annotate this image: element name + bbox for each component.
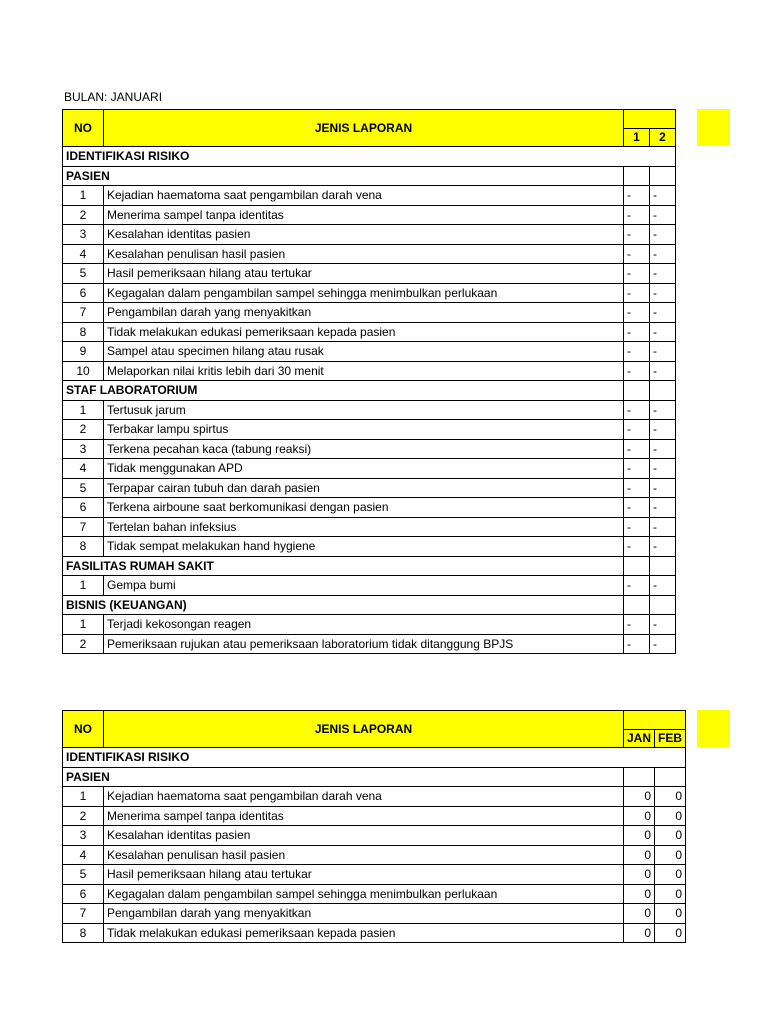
row-month-1-value: - [624, 342, 650, 362]
row-description: Kesalahan penulisan hasil pasien [104, 244, 624, 264]
header-row [63, 711, 686, 730]
month-header: JAN [624, 729, 655, 748]
table-row [63, 865, 686, 885]
row-month-1-value: - [624, 439, 650, 459]
row-month-2-value: - [650, 634, 676, 654]
row-month-1-value: - [624, 264, 650, 284]
row-month-2-value: - [650, 225, 676, 245]
row-number: 2 [63, 205, 104, 225]
row-description: Tidak melakukan edukasi pemeriksaan kepada pasien [104, 322, 624, 342]
group-empty-cell [650, 166, 676, 186]
group-title: FASILITAS RUMAH SAKIT [63, 556, 624, 576]
row-number: 1 [63, 576, 104, 596]
group-title: PASIEN [63, 767, 624, 787]
table-row [63, 244, 676, 264]
row-month-2-value: - [650, 361, 676, 381]
row-number: 2 [63, 420, 104, 440]
row-description: Terjadi kekosongan reagen [104, 615, 624, 635]
row-month-1-value: - [624, 478, 650, 498]
group-row [63, 595, 676, 615]
row-month-1-value: - [624, 576, 650, 596]
row-description: Hasil pemeriksaan hilang atau tertukar [104, 865, 624, 885]
row-month-2-value: 0 [655, 865, 686, 885]
header-month-group [624, 711, 686, 730]
row-number: 7 [63, 517, 104, 537]
group-empty-cell [650, 595, 676, 615]
row-description: Kejadian haematoma saat pengambilan darah vena [104, 787, 624, 807]
row-description: Menerima sampel tanpa identitas [104, 806, 624, 826]
row-number: 3 [63, 439, 104, 459]
group-row [63, 556, 676, 576]
row-month-1-value: - [624, 498, 650, 518]
row-number: 5 [63, 865, 104, 885]
section-title: IDENTIFIKASI RISIKO [63, 748, 686, 768]
table-row [63, 615, 676, 635]
row-month-2-value: 0 [655, 845, 686, 865]
group-title: BISNIS (KEUANGAN) [63, 595, 624, 615]
row-month-2-value: - [650, 322, 676, 342]
row-description: Kesalahan identitas pasien [104, 826, 624, 846]
row-month-2-value: - [650, 186, 676, 206]
row-description: Tertusuk jarum [104, 400, 624, 420]
row-description: Tidak sempat melakukan hand hygiene [104, 537, 624, 557]
row-month-1-value: - [624, 361, 650, 381]
table-row [63, 787, 686, 807]
row-month-2-value: 0 [655, 826, 686, 846]
row-description: Kegagalan dalam pengambilan sampel sehingga menimbulkan perlukaan [104, 884, 624, 904]
row-number: 8 [63, 923, 104, 943]
row-month-1-value: - [624, 420, 650, 440]
row-month-2-value: - [650, 205, 676, 225]
row-month-1-value: 0 [624, 806, 655, 826]
group-row [63, 767, 686, 787]
table-row [63, 904, 686, 924]
table-row [63, 923, 686, 943]
header-no: NO [63, 711, 104, 748]
row-month-2-value: 0 [655, 806, 686, 826]
table-row [63, 439, 676, 459]
table-row [63, 303, 676, 323]
table-row [63, 186, 676, 206]
row-month-2-value: - [650, 244, 676, 264]
row-month-1-value: 0 [624, 845, 655, 865]
row-number: 4 [63, 845, 104, 865]
table-row [63, 517, 676, 537]
group-title: STAF LABORATORIUM [63, 381, 624, 401]
row-month-1-value: - [624, 459, 650, 479]
row-number: 5 [63, 264, 104, 284]
row-month-2-value: 0 [655, 787, 686, 807]
group-empty-cell [624, 166, 650, 186]
table-row [63, 537, 676, 557]
row-month-1-value: - [624, 186, 650, 206]
row-month-2-value: - [650, 439, 676, 459]
row-description: Kegagalan dalam pengambilan sampel sehingga menimbulkan perlukaan [104, 283, 624, 303]
table-row [63, 826, 686, 846]
table-row [63, 283, 676, 303]
row-description: Pengambilan darah yang menyakitkan [104, 303, 624, 323]
header-yellow-extension-1 [697, 109, 730, 146]
row-number: 7 [63, 904, 104, 924]
row-month-2-value: - [650, 517, 676, 537]
row-month-2-value: - [650, 615, 676, 635]
row-number: 2 [63, 634, 104, 654]
table-row [63, 634, 676, 654]
table-row [63, 845, 686, 865]
row-month-1-value: - [624, 303, 650, 323]
row-description: Kejadian haematoma saat pengambilan darah vena [104, 186, 624, 206]
row-month-2-value: - [650, 342, 676, 362]
row-description: Tertelan bahan infeksius [104, 517, 624, 537]
row-number: 6 [63, 498, 104, 518]
header-no: NO [63, 110, 104, 147]
section-row [63, 748, 686, 768]
header-row [63, 110, 676, 129]
row-month-1-value: 0 [624, 923, 655, 943]
row-number: 6 [63, 283, 104, 303]
row-month-2-value: - [650, 478, 676, 498]
row-description: Kesalahan identitas pasien [104, 225, 624, 245]
section-title: IDENTIFIKASI RISIKO [63, 147, 676, 167]
table-row [63, 225, 676, 245]
row-number: 1 [63, 787, 104, 807]
row-month-2-value: - [650, 303, 676, 323]
row-month-2-value: - [650, 459, 676, 479]
row-month-1-value: - [624, 615, 650, 635]
row-number: 6 [63, 884, 104, 904]
row-description: Tidak menggunakan APD [104, 459, 624, 479]
group-empty-cell [650, 381, 676, 401]
row-month-1-value: 0 [624, 865, 655, 885]
group-empty-cell [655, 767, 686, 787]
row-description: Terpapar cairan tubuh dan darah pasien [104, 478, 624, 498]
table-row [63, 400, 676, 420]
header-jenis-laporan: JENIS LAPORAN [104, 711, 624, 748]
row-month-2-value: - [650, 537, 676, 557]
header-jenis-laporan: JENIS LAPORAN [104, 110, 624, 147]
group-empty-cell [624, 767, 655, 787]
month-header: 2 [650, 128, 676, 147]
row-description: Sampel atau specimen hilang atau rusak [104, 342, 624, 362]
row-month-1-value: - [624, 400, 650, 420]
row-month-1-value: - [624, 517, 650, 537]
table-row [63, 806, 686, 826]
row-description: Pemeriksaan rujukan atau pemeriksaan laboratorium tidak ditanggung BPJS [104, 634, 624, 654]
table-row [63, 205, 676, 225]
table-row [63, 264, 676, 284]
row-number: 4 [63, 244, 104, 264]
table-row [63, 361, 676, 381]
table-row [63, 459, 676, 479]
row-number: 1 [63, 615, 104, 635]
row-number: 3 [63, 225, 104, 245]
row-month-2-value: 0 [655, 884, 686, 904]
row-month-2-value: - [650, 283, 676, 303]
row-month-1-value: - [624, 322, 650, 342]
row-month-1-value: - [624, 283, 650, 303]
row-number: 8 [63, 537, 104, 557]
row-month-1-value: 0 [624, 884, 655, 904]
row-number: 1 [63, 186, 104, 206]
row-description: Gempa bumi [104, 576, 624, 596]
table-row [63, 498, 676, 518]
row-description: Terkena airboune saat berkomunikasi dengan pasien [104, 498, 624, 518]
group-empty-cell [624, 381, 650, 401]
row-number: 3 [63, 826, 104, 846]
row-month-1-value: - [624, 634, 650, 654]
group-title: PASIEN [63, 166, 624, 186]
row-month-1-value: - [624, 537, 650, 557]
month-header: 1 [624, 128, 650, 147]
table-row [63, 342, 676, 362]
row-month-1-value: - [624, 244, 650, 264]
row-month-2-value: - [650, 264, 676, 284]
row-number: 8 [63, 322, 104, 342]
month-label: BULAN: JANUARI [64, 90, 163, 104]
row-number: 5 [63, 478, 104, 498]
row-number: 4 [63, 459, 104, 479]
table-row [63, 420, 676, 440]
table-row [63, 322, 676, 342]
row-month-2-value: 0 [655, 923, 686, 943]
row-month-1-value: - [624, 225, 650, 245]
row-month-2-value: - [650, 400, 676, 420]
row-number: 7 [63, 303, 104, 323]
row-number: 1 [63, 400, 104, 420]
group-empty-cell [624, 556, 650, 576]
row-month-1-value: - [624, 205, 650, 225]
risk-report-table-numbered [62, 109, 676, 654]
row-description: Kesalahan penulisan hasil pasien [104, 845, 624, 865]
row-description: Tidak melakukan edukasi pemeriksaan kepada pasien [104, 923, 624, 943]
row-number: 9 [63, 342, 104, 362]
row-description: Hasil pemeriksaan hilang atau tertukar [104, 264, 624, 284]
row-month-1-value: 0 [624, 826, 655, 846]
header-yellow-extension-2 [697, 710, 730, 747]
row-description: Terbakar lampu spirtus [104, 420, 624, 440]
group-empty-cell [650, 556, 676, 576]
risk-report-table-monthly [62, 710, 686, 943]
month-header: FEB [655, 729, 686, 748]
row-month-1-value: 0 [624, 904, 655, 924]
row-number: 10 [63, 361, 104, 381]
table-row [63, 576, 676, 596]
section-row [63, 147, 676, 167]
group-row [63, 381, 676, 401]
table-row [63, 478, 676, 498]
group-row [63, 166, 676, 186]
row-number: 2 [63, 806, 104, 826]
row-description: Menerima sampel tanpa identitas [104, 205, 624, 225]
header-month-group [624, 110, 676, 129]
row-month-1-value: 0 [624, 787, 655, 807]
row-description: Terkena pecahan kaca (tabung reaksi) [104, 439, 624, 459]
row-description: Pengambilan darah yang menyakitkan [104, 904, 624, 924]
row-month-2-value: - [650, 420, 676, 440]
row-month-2-value: - [650, 576, 676, 596]
row-month-2-value: 0 [655, 904, 686, 924]
group-empty-cell [624, 595, 650, 615]
table-row [63, 884, 686, 904]
row-description: Melaporkan nilai kritis lebih dari 30 menit [104, 361, 624, 381]
row-month-2-value: - [650, 498, 676, 518]
